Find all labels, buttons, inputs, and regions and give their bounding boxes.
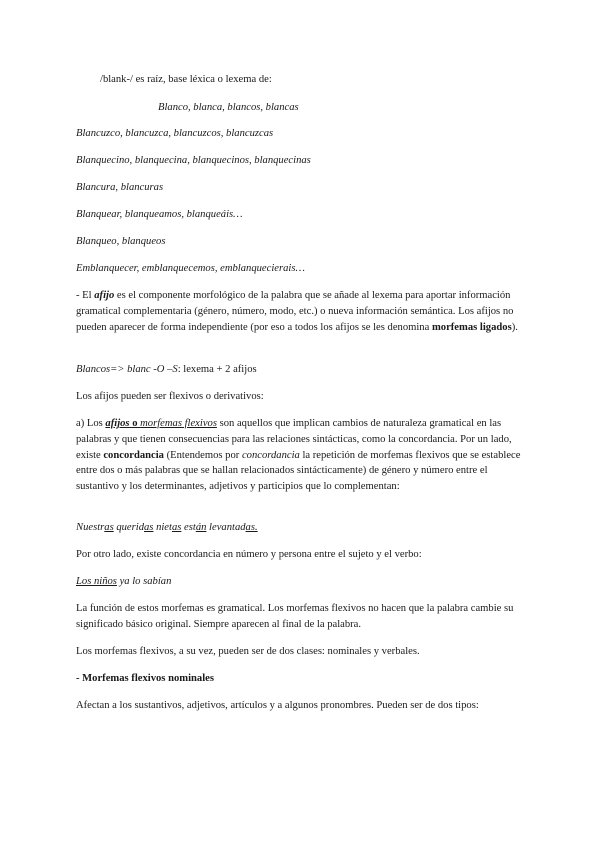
- lexema-example-7: Emblanquecer, emblanquecemos, emblanquecierais…: [76, 263, 305, 274]
- lexema-example-1: Blanco, blanca, blancos, blancas: [158, 102, 299, 113]
- nominales-paragraph: Afectan a los sustantivos, adjetivos, artículos y a algunos pronombres. Pueden ser de dos tipos:: [76, 700, 479, 711]
- lexema-intro: /blank-/ es raíz, base léxica o lexema de:: [100, 74, 272, 85]
- lexema-example-4: Blancura, blancuras: [76, 182, 164, 193]
- flexivos-paragraph: a) Los afijos o morfemas flexivos son aquellos que implican cambios de naturaleza gramatical en las palabras y que tienen consecuencias para las relaciones sintácticas, como la concordancia. Por un lado, existe concordancia (Entendemos por concordancia la repetición de morfemas flexivos que se establece entre dos o más palabras que se hallan relacionados sintácticamente) de género y número entre el sustantivo y los determinantes, adjetivos y participios que lo complementan:: [76, 418, 521, 493]
- lexema-example-6: Blanqueo, blanqueos: [76, 236, 166, 247]
- concordancia-example-2: Los niños ya lo sabían: [76, 576, 172, 587]
- afijo-example: Blancos=> blanc -O –S: lexema + 2 afijos: [76, 364, 257, 375]
- afijo-paragraph: - El afijo es el componente morfológico de la palabra que se añade al lexema para aportar información gramatical complementaria (género, número, modo, etc.) o nueva información semántica. Los afijos no pueden aparecer de forma independiente (por eso a todos los afijos se les denomina morfemas ligados).: [76, 290, 518, 333]
- afijos-term: afijos: [105, 418, 130, 429]
- classes-paragraph: Los morfemas flexivos, a su vez, pueden ser de dos clases: nominales y verbales.: [76, 646, 420, 657]
- concordancia-example-1: Nuestras queridas nietas están levantadas.: [76, 522, 258, 533]
- morfemas-flexivos-term: morfemas flexivos: [140, 418, 217, 429]
- morfemas-ligados-term: morfemas ligados: [431, 321, 512, 333]
- lexema-example-3: Blanquecino, blanquecina, blanquecinos, blanquecinas: [76, 155, 311, 166]
- section-heading: - Morfemas flexivos nominales: [76, 673, 214, 684]
- afijo-term: afijo: [94, 290, 115, 301]
- concordancia-term: concordancia: [103, 449, 164, 461]
- function-paragraph: La función de estos morfemas es gramatical. Los morfemas flexivos no hacen que la palabra cambie su significado básico original. Siempre aparecen al final de la palabra.: [76, 603, 514, 630]
- afijo-types-intro: Los afijos pueden ser flexivos o derivativos:: [76, 391, 264, 402]
- concordancia-sujeto-verbo: Por otro lado, existe concordancia en número y persona entre el sujeto y el verbo:: [76, 549, 422, 560]
- lexema-example-5: Blanquear, blanqueamos, blanqueáis…: [76, 209, 243, 220]
- lexema-example-2: Blancuzco, blancuzca, blancuzcos, blancuzcas: [76, 128, 274, 139]
